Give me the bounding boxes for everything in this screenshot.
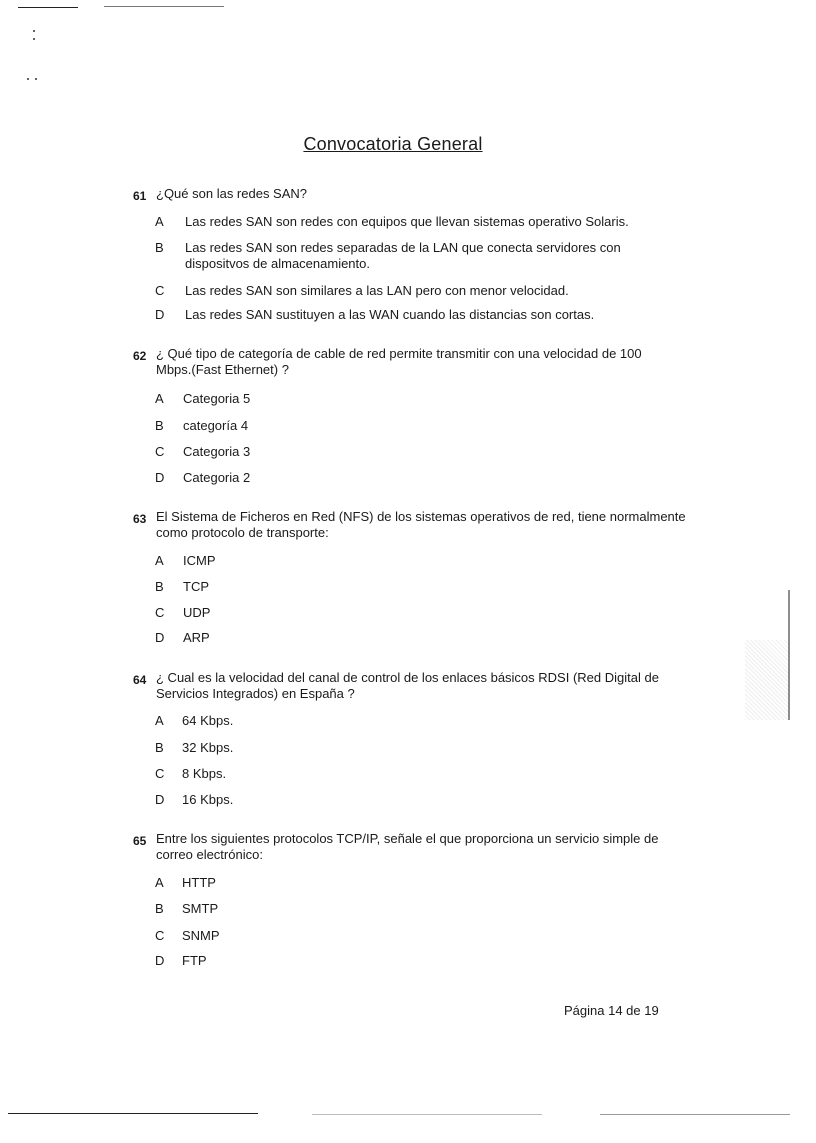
question-number: 65 — [133, 834, 147, 848]
option-letter: B — [155, 240, 164, 255]
scan-dot — [27, 78, 29, 80]
scan-line-bottom-middle — [312, 1114, 542, 1115]
scan-line-top-middle — [104, 6, 224, 7]
option-text: categoría 4 — [183, 418, 249, 433]
question-text: ¿Qué son las redes SAN? — [156, 186, 308, 201]
page-number: Página 14 de 19 — [564, 1003, 659, 1018]
option-letter: A — [155, 875, 164, 890]
scan-dot — [33, 30, 35, 32]
option-letter: B — [155, 740, 164, 755]
option-letter: A — [155, 553, 164, 568]
option-text: Las redes SAN sustituyen a las WAN cuando las distancias son cortas. — [185, 307, 595, 322]
question-number: 62 — [133, 349, 147, 363]
option-letter: A — [155, 713, 164, 728]
option-letter: D — [155, 470, 165, 485]
option-text: Categoria 5 — [183, 391, 251, 406]
question-text: El Sistema de Ficheros en Red (NFS) de los sistemas operativos de red, tiene normalmente como protocolo de transporte: — [156, 509, 686, 540]
option-text: TCP — [183, 579, 209, 594]
option-letter: D — [155, 630, 165, 645]
option-letter: D — [155, 792, 165, 807]
option-text: HTTP — [182, 875, 216, 890]
option-letter: B — [155, 901, 164, 916]
option-letter: A — [155, 391, 164, 406]
scan-line-bottom-left — [8, 1113, 258, 1114]
page-title: Convocatoria General — [303, 134, 483, 154]
option-letter: C — [155, 766, 165, 781]
question-text: ¿ Qué tipo de categoría de cable de red permite transmitir con una velocidad de 100 Mbps.(Fast Ethernet) ? — [156, 346, 642, 377]
question-text: ¿ Cual es la velocidad del canal de control de los enlaces básicos RDSI (Red Digital de Servicios Integrados) en España ? — [156, 670, 659, 701]
option-text: FTP — [182, 953, 207, 968]
option-text: ICMP — [183, 553, 216, 568]
question-number: 61 — [133, 189, 147, 203]
option-text: SNMP — [182, 928, 220, 943]
option-text: ARP — [183, 630, 210, 645]
option-text: 16 Kbps. — [182, 792, 234, 807]
question-text: Entre los siguientes protocolos TCP/IP, señale el que proporciona un servicio simple de correo electrónico: — [156, 831, 659, 862]
option-letter: C — [155, 605, 165, 620]
option-letter: C — [155, 928, 165, 943]
scan-speckle — [745, 640, 790, 720]
scan-line-bottom-right — [600, 1114, 790, 1115]
option-letter: D — [155, 307, 165, 322]
option-text: Las redes SAN son similares a las LAN pero con menor velocidad. — [185, 283, 569, 298]
option-text: 64 Kbps. — [182, 713, 234, 728]
option-text: SMTP — [182, 901, 219, 916]
option-letter: C — [155, 444, 165, 459]
scan-edge-mark — [788, 590, 790, 720]
option-text: Las redes SAN son redes separadas de la LAN que conecta servidores con dispositvos de almacenamiento. — [185, 240, 621, 271]
scan-line-top-left — [18, 7, 78, 8]
question-number: 63 — [133, 512, 147, 526]
scan-dot — [33, 38, 35, 40]
option-letter: C — [155, 283, 165, 298]
option-text: 8 Kbps. — [182, 766, 227, 781]
option-letter: D — [155, 953, 165, 968]
option-text: UDP — [183, 605, 211, 620]
option-text: 32 Kbps. — [182, 740, 234, 755]
scan-dot — [35, 78, 37, 80]
option-text: Las redes SAN son redes con equipos que llevan sistemas operativo Solaris. — [185, 214, 629, 229]
option-letter: A — [155, 214, 164, 229]
option-letter: B — [155, 579, 164, 594]
question-number: 64 — [133, 673, 147, 687]
option-letter: B — [155, 418, 164, 433]
option-text: Categoria 3 — [183, 444, 251, 459]
option-text: Categoria 2 — [183, 470, 251, 485]
